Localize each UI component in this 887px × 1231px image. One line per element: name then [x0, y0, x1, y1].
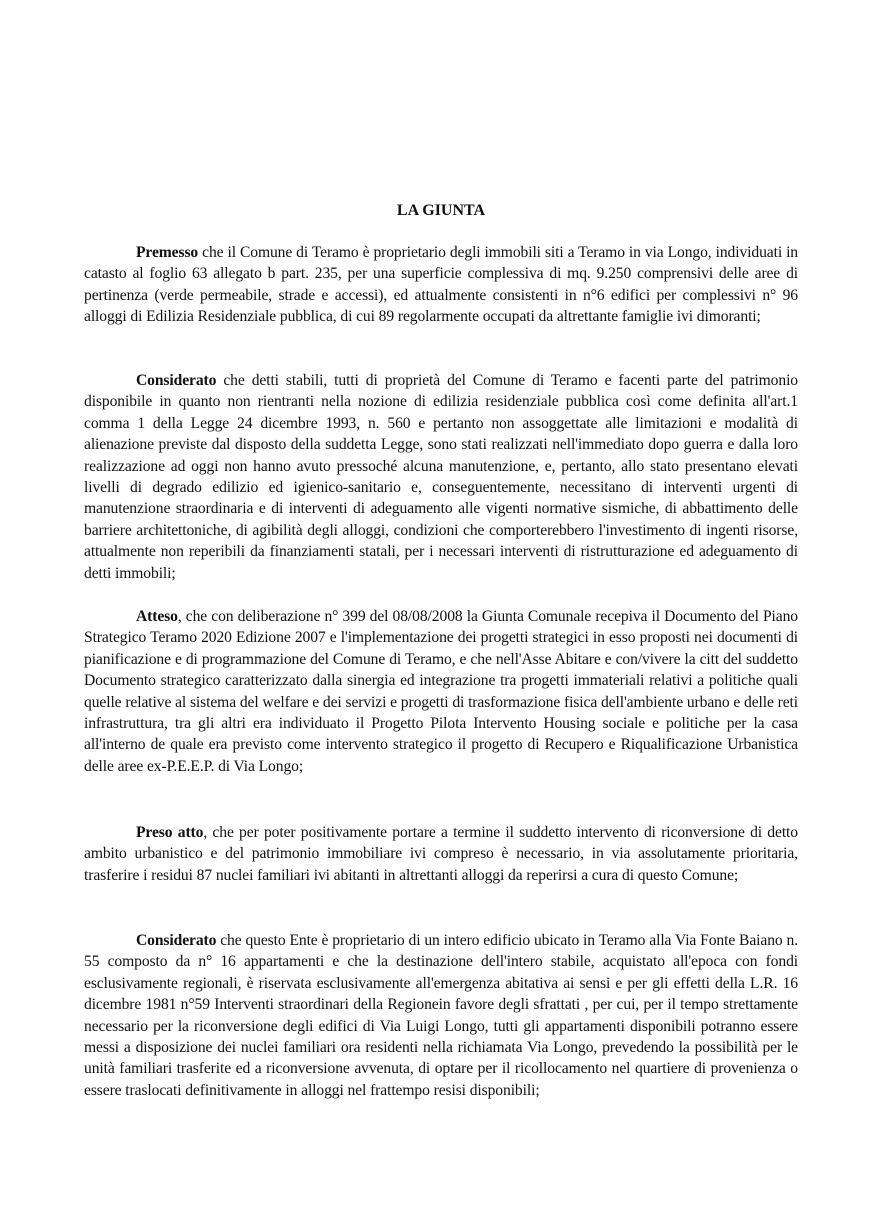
- paragraph-lead: Considerato: [136, 372, 217, 389]
- paragraph-preso-atto: [84, 822, 798, 886]
- paragraph-lead: Premesso: [136, 244, 199, 261]
- paragraph-text: che il Comune di Teramo è proprietario degli immobili siti a Teramo in via Longo, individuati in catasto al foglio 63 allegato b part. 235, per una superficie complessiva di mq. 9.250 comprensivi delle aree di pertinenza (verde permeabile, strade e accessi), ed attualmente consistenti in n°6 edifici per complessivi n° 96 alloggi di Edilizia Residenziale pubblica, di cui 89 regolarmente occupati da altrettante famiglie ivi dimoranti;: [84, 244, 798, 326]
- paragraph-lead: Considerato: [136, 932, 217, 949]
- paragraph-text: che questo Ente è proprietario di un intero edificio ubicato in Teramo alla Via Fonte Baiano n. 55 composto da n° 16 appartamenti e che la destinazione dell'intero stabile, acquistato all'epoca con fondi esclusivamente regionali, è riservata esclusivamente all'emergenza abitativa ai sensi e per gli effetti della L.R. 16 dicembre 1981 n°59 Interventi straordinari della Regionein favore degli sfrattati , per cui, per il tempo strettamente necessario per la riconversione degli edifici di Via Luigi Longo, tutti gli appartamenti disponibili potranno essere messi a disposizione dei nuclei familiari ora residenti nella richiamata Via Longo, prevedendo la possibilità per le unità familiari trasferite ed a riconversione avvenuta, di optare per il ricollocamento nel quartiere di provenienza o essere traslocati definitivamente in alloggi nel frattempo resisi disponibili;: [84, 932, 798, 1099]
- paragraph-atteso: [84, 606, 798, 777]
- paragraph-considerato-2: [84, 930, 798, 1101]
- paragraph-text: , che con deliberazione n° 399 del 08/08/2008 la Giunta Comunale recepiva il Documento del Piano Strategico Teramo 2020 Edizione 2007 e l'implementazione dei progetti strategici in esso proposti nei documenti di pianificazione e di programmazione del Comune di Teramo, e che nell'Asse Abitare e con/vivere la citt del suddetto Documento strategico caratterizzato dalla sinergia ed integrazione tra progetti immateriali relativi a politiche quali quelle relative al sistema del welfare e dei servizi e progetti di trasformazione fisica dell'ambiente urbano e delle reti infrastruttura, tra gli altri era individuato il Progetto Pilota Intervento Housing sociale e politiche per la casa all'interno de quale era previsto come intervento strategico il progetto di Recupero e Riqualificazione Urbanistica delle aree ex-P.E.E.P. di Via Longo;: [84, 608, 798, 775]
- paragraph-text: che detti stabili, tutti di proprietà del Comune di Teramo e facenti parte del patrimonio disponibile in quanto non rientranti nella nozione di edilizia residenziale pubblica così come definita all'art.1 comma 1 della Legge 24 dicembre 1993, n. 560 e pertanto non assoggettate alle limitazioni e modalità di alienazione previste dal disposto della suddetta Legge, sono stati realizzati nell'immediato dopo guerra e dalla loro realizzazione ad oggi non hanno avuto pressoché alcuna manutenzione, e, pertanto, allo stato presentano elevati livelli di degrado edilizio ed igienico-sanitario e, conseguentemente, necessitano di interventi urgenti di manutenzione straordinaria e di interventi di adeguamento alle vigenti normative sismiche, di abbattimento delle barriere architettoniche, di agibilità degli alloggi, condizioni che comporterebbero l'investimento di ingenti risorse, attualmente non reperibili da finanziamenti statali, per i necessari interventi di ristrutturazione ed adeguamento di detti immobili;: [84, 372, 798, 582]
- paragraph-text: , che per poter positivamente portare a termine il suddetto intervento di riconversione di detto ambito urbanistico e del patrimonio immobiliare ivi compreso è necessario, in via assolutamente prioritaria, trasferire i residui 87 nuclei familiari ivi abitanti in altrettanti alloggi da reperirsi a cura di questo Comune;: [84, 824, 798, 884]
- paragraph-lead: Preso atto: [136, 824, 204, 841]
- paragraph-premesso: [84, 242, 798, 328]
- document-title: LA GIUNTA: [396, 202, 486, 219]
- paragraph-considerato-1: [84, 370, 798, 584]
- paragraph-lead: Atteso: [136, 608, 178, 625]
